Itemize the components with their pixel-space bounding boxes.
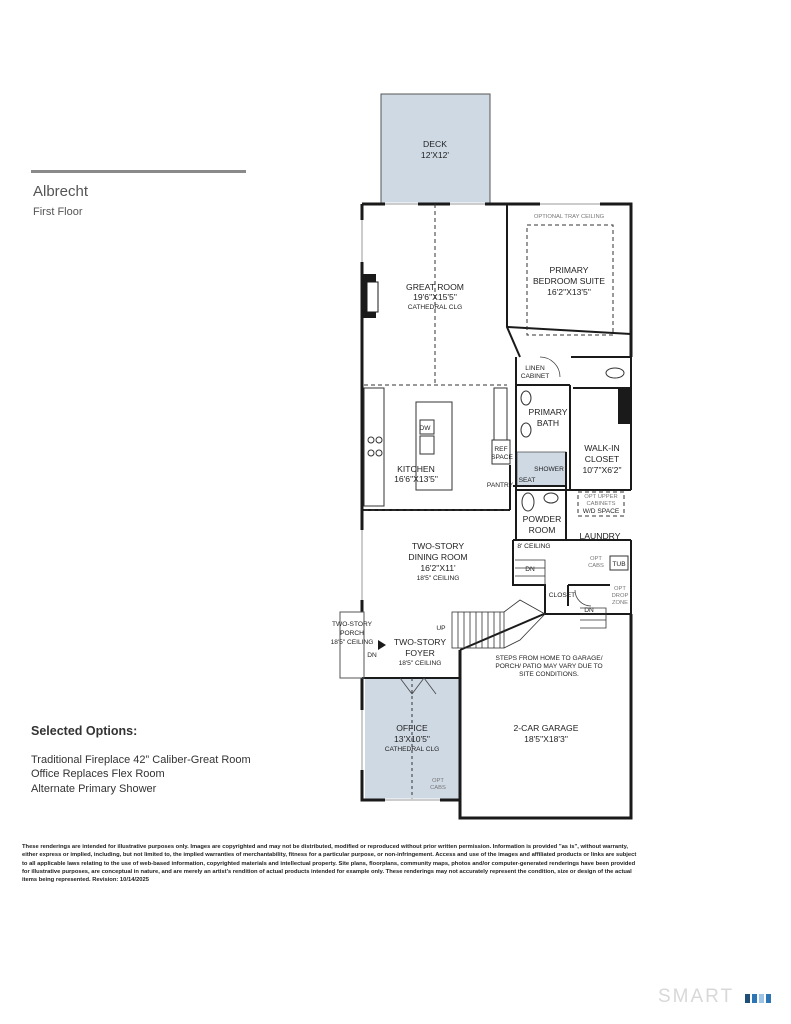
great-room-note: CATHEDRAL CLG — [407, 304, 463, 311]
foyer-label-1: TWO-STORY — [393, 637, 447, 647]
ref-label-1: REF — [494, 446, 508, 453]
closet-label: CLOSET — [548, 592, 576, 599]
office-label: OFFICE — [396, 723, 428, 733]
option-item: Office Replaces Flex Room — [31, 768, 165, 780]
powder-label-2: ROOM — [528, 525, 556, 535]
porch-label-2: PORCH — [340, 630, 364, 637]
logo-bar-icon — [766, 994, 771, 1003]
logo-bar-icon — [759, 994, 764, 1003]
garage-note-1: STEPS FROM HOME TO GARAGE/ — [495, 655, 603, 662]
opt-upper-1: OPT UPPER — [584, 494, 618, 500]
option-item: Alternate Primary Shower — [31, 783, 157, 795]
ref-label-2: SPACE — [491, 454, 513, 461]
up-label: UP — [436, 625, 446, 632]
dishwasher-label: DW — [419, 425, 431, 432]
laundry-label: LAUNDRY — [579, 531, 621, 541]
legal-disclaimer: These renderings are intended for illustrative purposes only. Images are copyrighted and may not be distributed, modified or reproduced without prior written permission. Information is provided "as is", without warranty, either express or implied, including, but not limited to, the implied warranties of merchantability, fitness for a particular purpose, or non-infringement. Access and use of the images and affiliated products or links are subject to all applicable laws relating to the use of web-based information, copyrighted materials and intellectual property. Site plans, floorplans, community maps, photos and/or computer-generated renderings have been provided for illustrative purposes, are conceptual in nature, and are merely an artist's rendition of actual products intended for example only. These renderings may not accurately represent the condition, size or design of the actual items being represented. Revision: 10/14/2025 — [22, 844, 637, 884]
dn-label-porch: DN — [367, 652, 377, 659]
garage-size: 18'5"X18'3" — [524, 734, 568, 744]
primary-bath-label-2: BATH — [536, 418, 560, 428]
linen-label-2: CABINET — [520, 373, 550, 380]
deck-area — [381, 94, 490, 204]
tray-ceiling-note: OPTIONAL TRAY CEILING — [533, 214, 605, 220]
deck-label: DECK — [423, 139, 447, 149]
porch-ceiling: 18'5" CEILING — [330, 639, 374, 646]
opt-cabs-laundry-2: CABS — [588, 563, 604, 569]
walk-in-size: 10'7"X6'2" — [582, 465, 622, 475]
dining-label-2: DINING ROOM — [408, 552, 468, 562]
kitchen-size: 16'6"X13'5" — [394, 474, 438, 484]
kitchen-label: KITCHEN — [397, 464, 435, 474]
plan-title: Albrecht — [33, 183, 89, 200]
garage-note-2: PORCH/ PATIO MAY VARY DUE TO — [495, 663, 603, 670]
opt-cabs-office-2: CABS — [430, 785, 446, 791]
opt-drop-1: OPT — [614, 586, 626, 592]
logo-bar-icon — [745, 994, 750, 1003]
dining-ceiling: 18'5" CEILING — [416, 575, 460, 582]
option-item: Traditional Fireplace 42” Caliber-Great Room — [31, 754, 251, 766]
closet-shelf — [618, 388, 631, 424]
foyer-ceiling: 18'5" CEILING — [398, 660, 442, 667]
smart-logo: SMART — [658, 986, 735, 1007]
great-room-size: 19'6"X15'5" — [413, 292, 457, 302]
pantry-label: PANTRY — [486, 482, 514, 489]
opt-upper-3: W/D SPACE — [582, 508, 620, 515]
tub-label: TUB — [612, 561, 626, 568]
porch-label-1: TWO-STORY — [331, 621, 373, 628]
opt-cabs-laundry-1: OPT — [590, 556, 602, 562]
logo-bar-icon — [752, 994, 757, 1003]
primary-bedroom-size: 16'2"X13'5" — [547, 287, 591, 297]
opt-drop-2: DROP — [611, 593, 629, 599]
primary-bedroom-label-2: BEDROOM SUITE — [532, 276, 606, 286]
dn-label-stairs: DN — [525, 566, 535, 573]
opt-upper-2: CABINETS — [586, 501, 616, 507]
primary-bath-label-1: PRIMARY — [528, 407, 568, 417]
powder-ceiling: 8' CEILING — [517, 543, 551, 550]
linen-label-1: LINEN — [525, 365, 545, 372]
walk-in-label-1: WALK-IN — [584, 443, 620, 453]
dining-size: 16'2"X11' — [420, 563, 456, 573]
floor-label: First Floor — [33, 206, 83, 218]
garage-note-3: SITE CONDITIONS. — [519, 671, 579, 678]
seat-label: SEAT — [518, 477, 536, 484]
great-room-label: GREAT ROOM — [406, 282, 464, 292]
walk-in-label-2: CLOSET — [584, 454, 620, 464]
opt-cabs-office-1: OPT — [432, 778, 444, 784]
opt-drop-3: ZONE — [611, 600, 629, 606]
selected-options-heading: Selected Options: — [31, 724, 138, 738]
garage-label: 2-CAR GARAGE — [513, 723, 579, 733]
dining-label-1: TWO-STORY — [411, 541, 465, 551]
office-note: CATHEDRAL CLG — [384, 746, 440, 753]
dn-label-garage: DN — [584, 607, 594, 614]
office-size: 13'X10'5" — [394, 734, 430, 744]
foyer-label-2: FOYER — [405, 648, 435, 658]
deck-size: 12'X12' — [420, 150, 450, 160]
primary-bedroom-label-1: PRIMARY — [549, 265, 589, 275]
powder-label-1: POWDER — [522, 514, 562, 524]
shower-label: SHOWER — [534, 466, 564, 473]
